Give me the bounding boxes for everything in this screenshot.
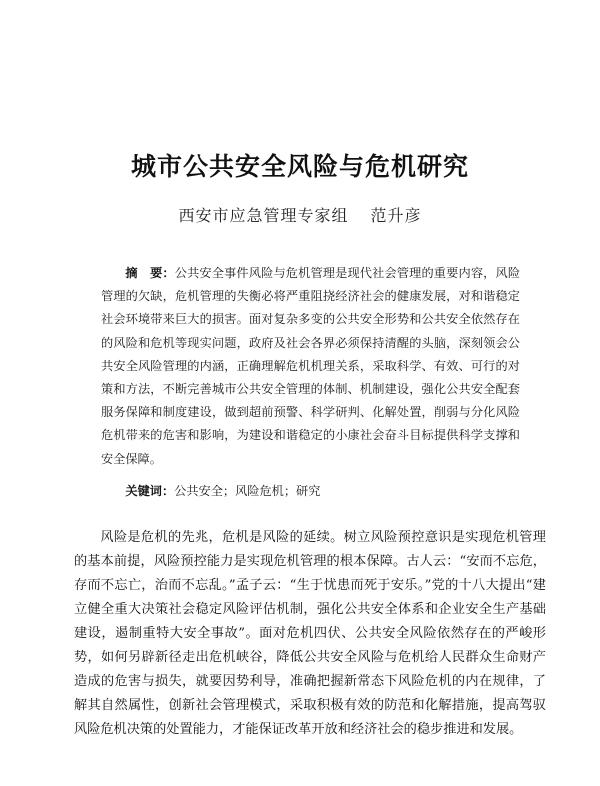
abstract-label: 摘 要： xyxy=(125,266,175,280)
author-byline xyxy=(0,203,600,226)
author-organization: 西安市应急管理专家组 xyxy=(178,206,349,225)
author-name: 范升彦 xyxy=(370,206,422,225)
keywords-label: 关键词： xyxy=(125,484,175,498)
body-paragraph: 风险是危机的先兆，危机是风险的延续。树立风险预控意识是实现危机管理的基本前提，风险预控能力是实现危机管理的根本保障。古人云：“安而不忘危，存而不忘亡，治而不忘乱。”孟子云：“生于忧患而死于安乐。”党的十八大提出“建立健全重大决策社会稳定风险评估机制，强化公共安全体系和企业安全生产基础建设，遏制重特大安全事故”。面对危机四伏、公共安全风险依然存在的严峻形势，如何另辟新径走出危机峡谷，降低公共安全风险与危机给人民群众生命财产造成的危害与损失，就要因势利导，准确把握新常态下风险危机的内在规律，了解其自然属性，创新社会管理模式，采取积极有效的防范和化解措施，提高驾驭风险危机决策的处置能力，才能保证改革开放和经济社会的稳步推进和发展。 xyxy=(74,530,546,737)
abstract-text: 公共安全事件风险与危机管理是现代社会管理的重要内容，风险管理的欠缺，危机管理的失衡必将严重阻挠经济社会的健康发展，对和谐稳定社会环境带来巨大的损害。面对复杂多变的公共安全形势和公共安全依然存在的风险和危机等现实问题，政府及社会各界必须保持清醒的头脑，深刻领会公共安全风险管理的内涵，正确理解危机机理关系，采取科学、有效、可行的对策和方法，不断完善城市公共安全管理的体制、机制建设，强化公共安全配套服务保障和制度建设，做到超前预警、科学研判、化解处置，削弱与分化风险危机带来的危害和影响，为建设和谐稳定的小康社会奋斗目标提供科学支撑和安全保障。 xyxy=(101,266,521,466)
keywords-text: 公共安全；风险危机；研究 xyxy=(174,484,321,498)
abstract-paragraph xyxy=(101,262,520,471)
article-title: 城市公共安全风险与危机研究 xyxy=(130,152,469,181)
keywords-line xyxy=(101,481,520,501)
